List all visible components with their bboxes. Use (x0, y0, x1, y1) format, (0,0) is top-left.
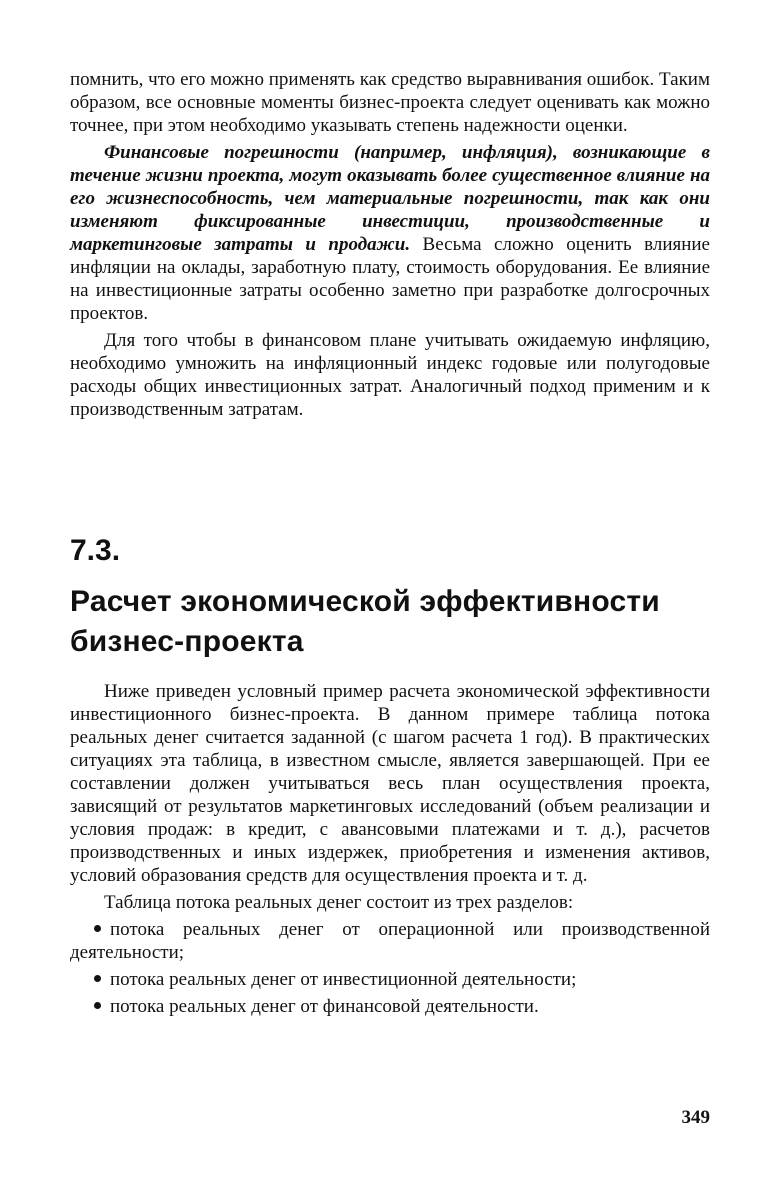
bullet-icon (94, 925, 101, 932)
section-title: Расчет экономической эффективности бизнес-проекта (70, 585, 660, 658)
list-item (70, 968, 710, 991)
paragraph-table-intro: Таблица потока реальных денег состоит из трех разделов: (104, 892, 574, 913)
bullet-text: потока реальных денег от финансовой деятельности. (110, 996, 539, 1017)
paragraph-example: Ниже приведен условный пример расчета экономической эффективности инвестиционного бизнес-проекта. В данном примере таблица потока реальных денег считается заданной (с шагом расчета 1 год). В практических ситуациях эта таблица, в известном смысле, является завершающей. При ее составлении должен учитываться весь план осуществления проекта, зависящий от результатов маркетинговых исследований (объем реализации и условия продаж: в кредит, с авансовыми платежами и т. д.), расчетов производственных и иных издержек, приобретения и изменения активов, условий образования средств для осуществления проекта и т. д. (70, 681, 710, 886)
paragraph-intro: помнить, что его можно применять как средство выравнивания ошибок. Таким образом, все основные моменты бизнес-проекта следует оценивать как можно точнее, при этом необходимо указывать степень надежности оценки. (70, 69, 710, 136)
bullet-icon (94, 975, 101, 982)
list-item (70, 995, 710, 1018)
financial-errors-rest: Весьма сложно оценить влияние инфляции на оклады, заработную плату, стоимость оборудования. Ее влияние на инвестиционные затраты особенно заметно при разработке долгосрочных проектов. (70, 234, 710, 324)
bullet-text: потока реальных денег от инвестиционной деятельности; (110, 969, 577, 990)
bullet-icon (94, 1002, 101, 1009)
emphasis-financial-errors: Финансовые погрешности (например, инфляция), возникающие в течение жизни проекта, могут оказывать более существенное влияние на его жизнеспособность, чем материальные погрешности, так как они изменяют фиксированные инвестиции, производственные и маркетинговые затраты и продажи. (70, 142, 710, 255)
top-text-block (70, 68, 710, 421)
section-number: 7.3. (70, 534, 121, 567)
bottom-text-block (70, 680, 710, 1022)
bullet-text: потока реальных денег от операционной или производственной деятельности; (70, 919, 710, 963)
paragraph-financial-errors (70, 141, 710, 325)
paragraph-inflation: Для того чтобы в финансовом плане учитывать ожидаемую инфляцию, необходимо умножить на инфляционный индекс годовые или полугодовые расходы общих инвестиционных затрат. Аналогичный подход применим и к производственным затратам. (70, 330, 710, 420)
page-number: 349 (681, 1107, 710, 1128)
bullet-list (70, 918, 710, 1018)
list-item (70, 918, 710, 964)
